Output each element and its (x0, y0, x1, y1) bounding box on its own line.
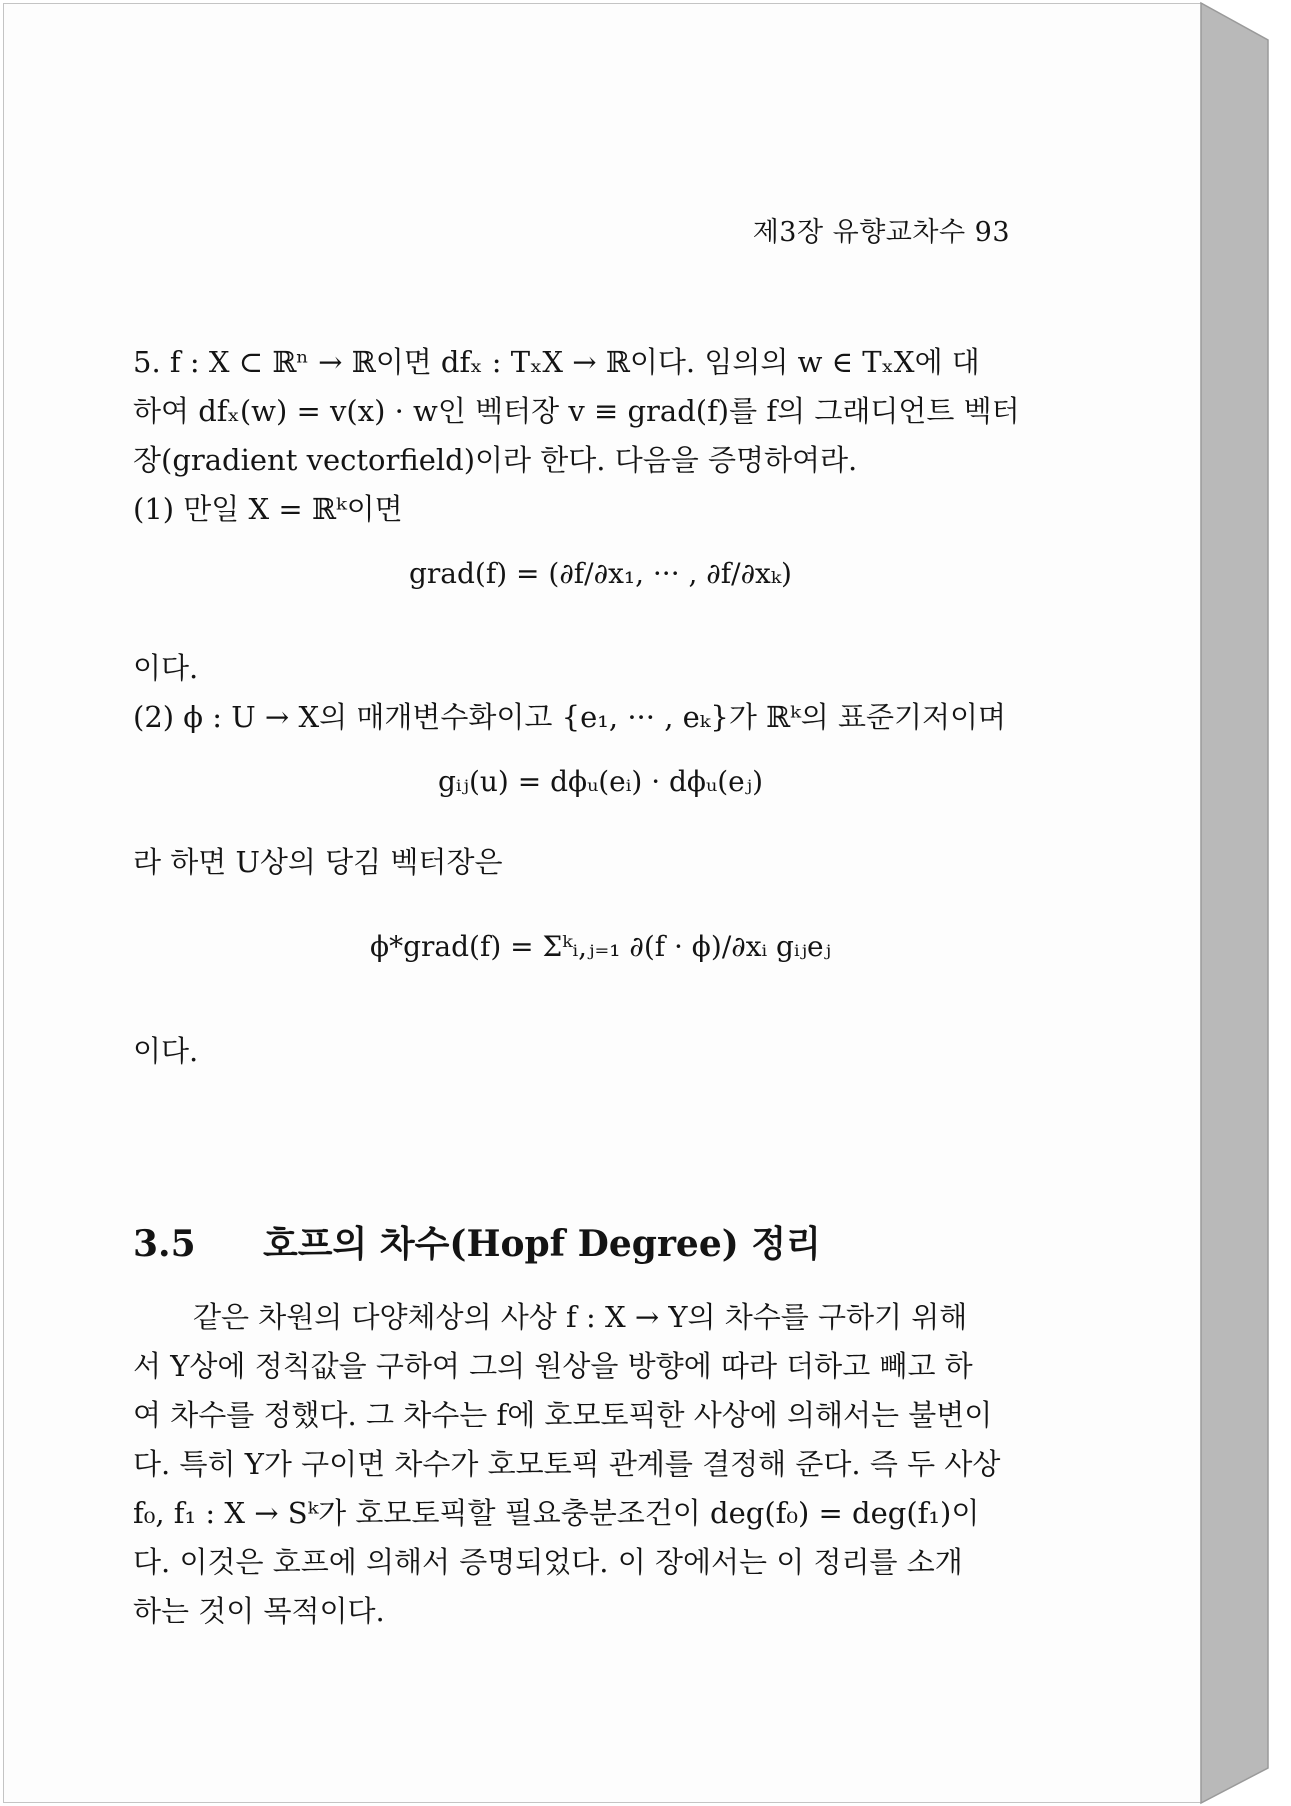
equation-text: ϕ*grad(f) = Σᵏᵢ,ⱼ₌₁ ∂(f · ϕ)/∂xᵢ gᵢⱼeⱼ (370, 930, 831, 963)
section-heading (133, 1216, 1013, 1267)
equation-metric (0, 765, 1201, 798)
body-line: 여 차수를 정했다. 그 차수는 f에 호모토픽한 사상에 의해서는 불변이 (133, 1398, 993, 1432)
exercise-line: 5. f : X ⊂ ℝⁿ → ℝ이면 dfₓ : TₓX → ℝ이다. 임의의 w ∈ TₓX에 대 (133, 345, 980, 379)
body-line: 다. 이것은 호프에 의해서 증명되었다. 이 장에서는 이 정리를 소개 (133, 1545, 963, 1579)
exercise-5 (133, 338, 1020, 534)
text-line: 이다. (133, 1034, 199, 1068)
equation-text: gᵢⱼ(u) = dϕᵤ(eᵢ) · dϕᵤ(eⱼ) (437, 765, 764, 798)
exercise-line: 하여 dfₓ(w) = v(x) · w인 벡터장 v ≡ grad(f)를 f의 그래디언트 벡터 (133, 394, 1020, 428)
text-line: 라 하면 U상의 당김 벡터장은 (133, 845, 503, 879)
exercise-line: (1) 만일 X = ℝᵏ이면 (133, 492, 403, 526)
text-line: 이다. (133, 651, 199, 685)
exercise-line: 장(gradient vectorfield)이라 한다. 다음을 증명하여라. (133, 443, 858, 477)
equation-gradient (0, 557, 1201, 590)
text-line: (2) ϕ : U → X의 매개변수화이고 {e₁, ··· , eₖ}가 ℝᵏ의 표준기저이며 (133, 700, 1007, 734)
body-line: 다. 특히 Y가 구이면 차수가 호모토픽 관계를 결정해 준다. 즉 두 사상 (133, 1447, 1001, 1481)
section-title: 호프의 차수(Hopf Degree) 정리 (263, 1223, 821, 1265)
body-line: 서 Y상에 정칙값을 구하여 그의 원상을 방향에 따라 더하고 빼고 하 (133, 1349, 973, 1383)
paragraph (133, 1027, 1013, 1076)
body-line: f₀, f₁ : X → Sᵏ가 호모토픽할 필요충분조건이 deg(f₀) = deg(f₁)이 (133, 1496, 980, 1530)
body-line: 하는 것이 목적이다. (133, 1594, 385, 1628)
equation-text: grad(f) = (∂f/∂x₁, ··· , ∂f/∂xₖ) (409, 557, 792, 590)
running-header: 제3장 유향교차수 93 (752, 217, 1010, 248)
equation-pullback (0, 930, 1201, 963)
section-number: 3.5 (133, 1223, 196, 1265)
paragraph (133, 838, 1013, 887)
body-line: 같은 차원의 다양체상의 사상 f : X → Y의 차수를 구하기 위해 (193, 1300, 968, 1334)
paragraph (133, 644, 1013, 742)
section-body (133, 1293, 1013, 1636)
